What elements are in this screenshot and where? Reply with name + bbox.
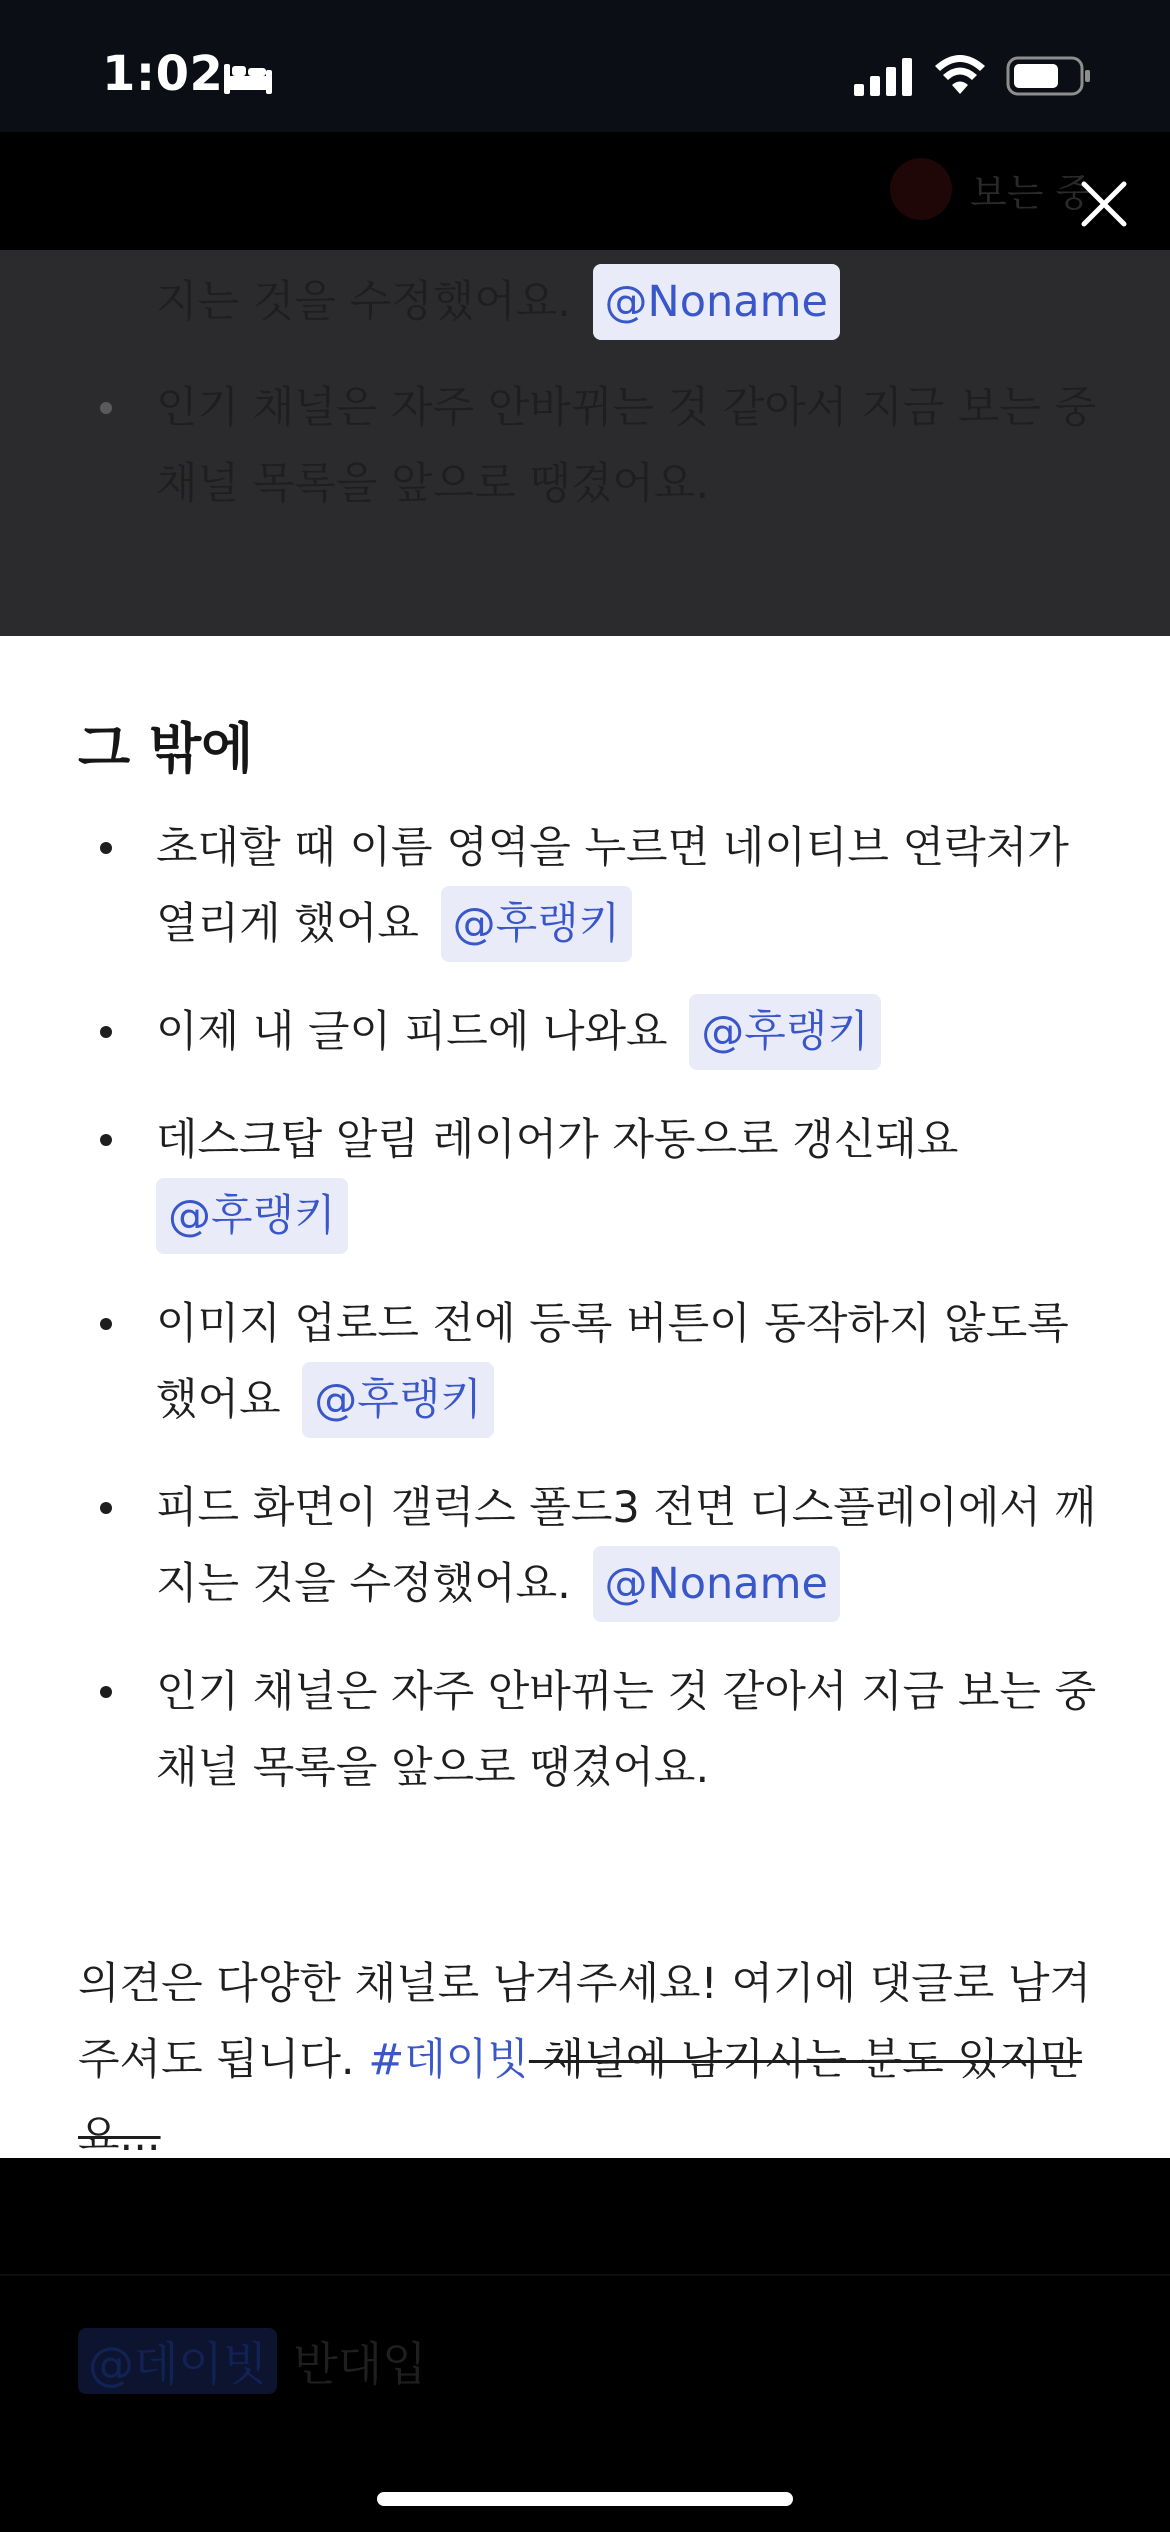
changelog-list — [0, 810, 1170, 1806]
divider — [0, 2274, 1170, 2276]
close-icon[interactable] — [1072, 172, 1136, 236]
feedback-note: 의견은 다양한 채널로 남겨주세요! 여기에 댓글로 남겨주셔도 됩니다. #데이빗 채널에 남기시는 분도 있지만요... — [78, 1946, 1108, 2158]
list-item: 피드 화면이 갤럭스 폴드3 전면 디스플레이에서 깨지는 것을 수정했어요. @Noname — [0, 1470, 1170, 1622]
author-avatar — [890, 158, 952, 220]
mention-tag: @데이빗 — [78, 2328, 277, 2394]
strikethrough-text: 채널에 남기시는 분도 있지만요... — [78, 2035, 1083, 2158]
list-item: 지는 것을 수정했어요. @Noname — [0, 264, 1170, 340]
content-card — [0, 636, 1170, 2158]
list-item: 데스크탑 알림 레이어가 자동으로 갱신돼요 @후랭키 — [0, 1102, 1170, 1254]
bullet — [100, 842, 112, 854]
dimmed-content-below — [0, 2158, 1170, 2532]
signal-icon — [852, 56, 914, 96]
list-item: 이미지 업로드 전에 등록 버튼이 동작하지 않도록 했어요 @후랭키 — [0, 1286, 1170, 1438]
channel-hashtag[interactable]: #데이빗 — [368, 2035, 529, 2085]
mention-tag: @Noname — [593, 264, 840, 340]
section-title: 그 밖에 — [78, 717, 254, 780]
viewer-top-bar — [0, 132, 1170, 250]
mention-tag[interactable]: @후랭키 — [689, 994, 881, 1070]
bullet — [100, 1686, 112, 1698]
wifi-icon — [934, 54, 986, 96]
mention-tag[interactable]: @후랭키 — [302, 1362, 494, 1438]
mention-tag[interactable]: @Noname — [593, 1546, 840, 1622]
home-indicator[interactable] — [377, 2492, 793, 2506]
author-name: 보는 중 — [970, 171, 1093, 215]
bullet — [100, 1134, 112, 1146]
bullet — [100, 1318, 112, 1330]
mention-tag[interactable]: @후랭키 — [156, 1178, 348, 1254]
bullet — [100, 402, 112, 414]
list-item: 이제 내 글이 피드에 나와요 @후랭키 — [0, 994, 1170, 1070]
list-item: 인기 채널은 자주 안바뀌는 것 같아서 지금 보는 중 채널 목록을 앞으로 땡겼어요. — [0, 1654, 1170, 1806]
battery-icon — [1006, 56, 1092, 96]
bullet — [100, 1026, 112, 1038]
list-item: 초대할 때 이름 영역을 누르면 네이티브 연락처가 열리게 했어요 @후랭키 — [0, 810, 1170, 962]
dimmed-content-above — [0, 250, 1170, 636]
sleep-icon — [222, 58, 274, 98]
mention-tag[interactable]: @후랭키 — [441, 886, 633, 962]
bullet — [100, 1502, 112, 1514]
list-item: 인기 채널은 자주 안바뀌는 것 같아서 지금 보는 중 채널 목록을 앞으로 땡겼어요. — [0, 370, 1170, 522]
status-time: 1:02 — [102, 46, 224, 102]
dimmed-list — [0, 270, 1170, 522]
status-bar — [0, 0, 1170, 132]
dimmed-comment: @데이빗 반대입 — [78, 2328, 427, 2394]
